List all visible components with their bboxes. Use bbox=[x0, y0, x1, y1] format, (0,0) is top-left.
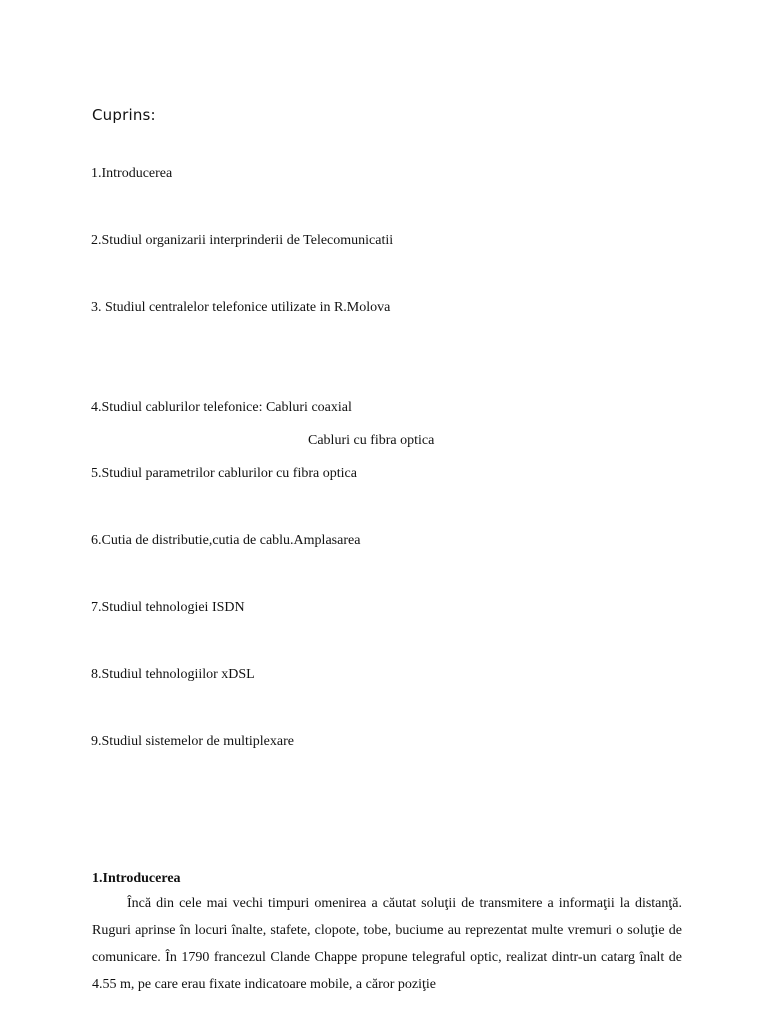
toc-item-4: 4.Studiul cablurilor telefonice: Cabluri coaxial bbox=[91, 400, 352, 415]
toc-item-6: 6.Cutia de distributie,cutia de cablu.Amplasarea bbox=[91, 533, 361, 548]
toc-item-3: 3. Studiul centralelor telefonice utilizate in R.Molova bbox=[91, 300, 391, 315]
introduction-paragraph: Încă din cele mai vechi timpuri omenirea a căutat soluţii de transmitere a informaţii la distanţă. Ruguri aprinse în locuri înalte, stafete, clopote, tobe, buciume au reprezentat multe vremuri o soluţie de comunicare. În 1790 francezul Clande Chappe propune telegraful optic, realizat dintr-un catarg înalt de 4.55 m, pe care erau fixate indicatoare mobile, a căror poziţie bbox=[92, 896, 682, 992]
toc-item-5: 5.Studiul parametrilor cablurilor cu fibra optica bbox=[91, 466, 357, 481]
toc-subitem-fiber-cable: Cabluri cu fibra optica bbox=[308, 433, 435, 448]
toc-item-9: 9.Studiul sistemelor de multiplexare bbox=[91, 734, 294, 749]
toc-item-2: 2.Studiul organizarii interprinderii de Telecomunicatii bbox=[91, 233, 394, 248]
toc-heading: Cuprins: bbox=[92, 106, 156, 124]
toc-item-7: 7.Studiul tehnologiei ISDN bbox=[91, 600, 245, 615]
toc-item-1: 1.Introducerea bbox=[91, 166, 173, 181]
section-title-introduction: 1.Introducerea bbox=[92, 871, 181, 886]
toc-item-8: 8.Studiul tehnologiilor xDSL bbox=[91, 667, 255, 682]
